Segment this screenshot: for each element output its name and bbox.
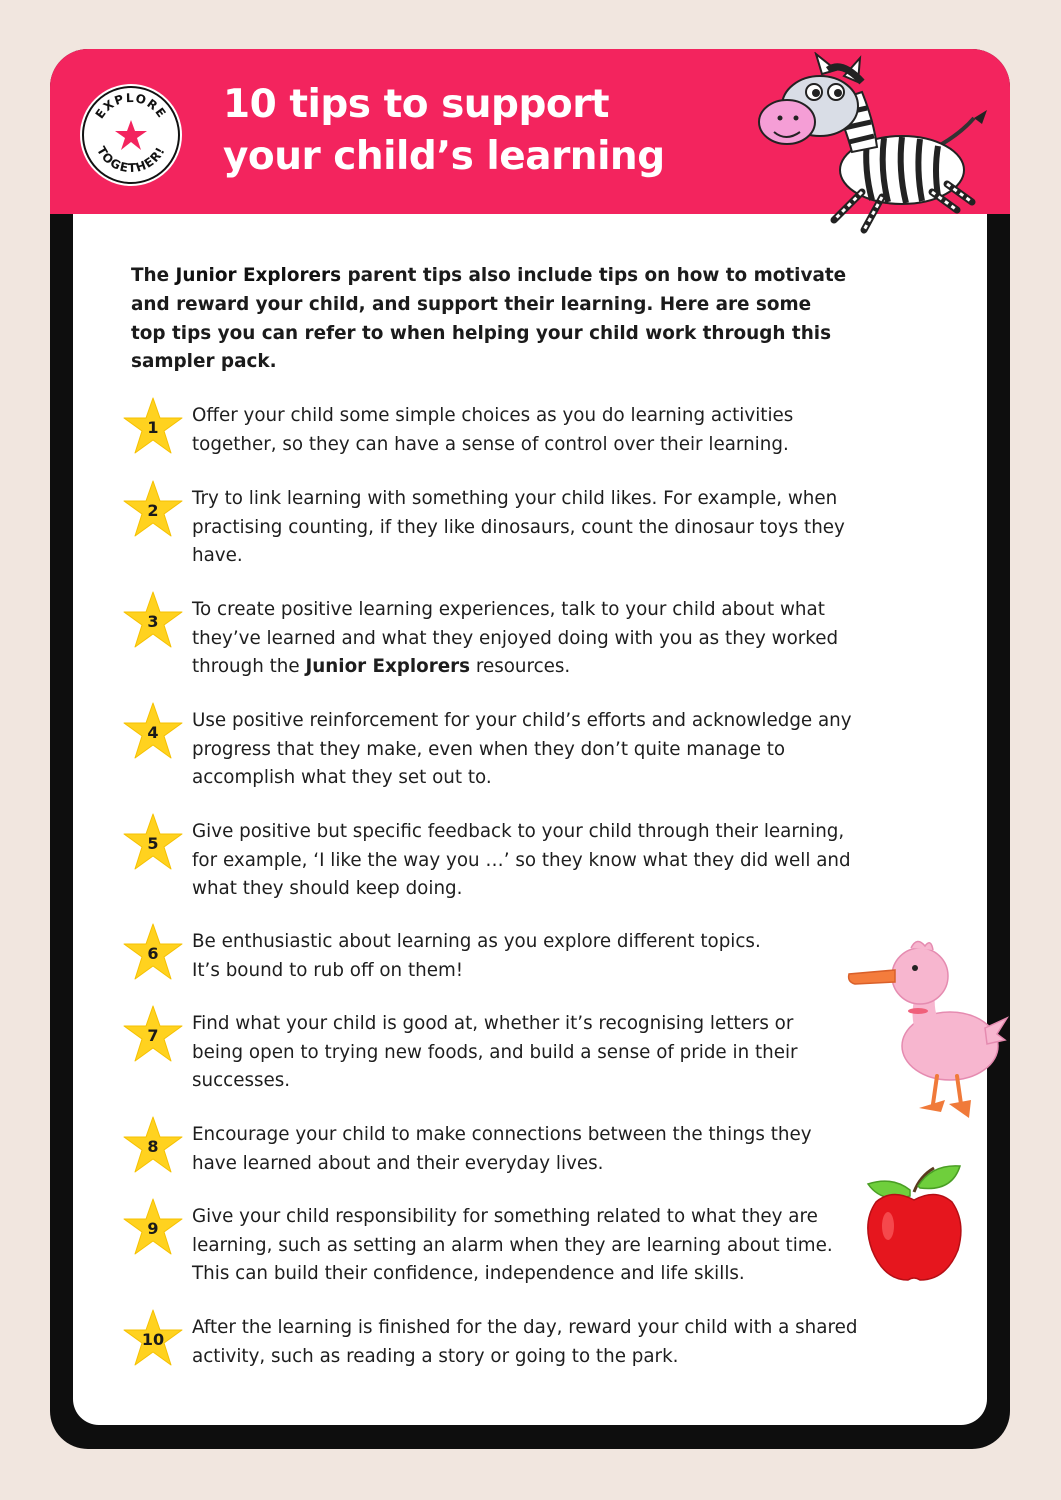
tip-number: 5 bbox=[147, 834, 159, 853]
intro-rest: parent tips also include tips on how to motivate and reward your child, and support their learning. Here are some top tips you can refer to when helping your child work through this sampler pack. bbox=[131, 265, 847, 373]
tip-brand: Junior Explorers bbox=[305, 656, 471, 678]
tip-number: 7 bbox=[147, 1026, 159, 1045]
tip-number: 8 bbox=[147, 1137, 159, 1156]
tip-text bbox=[192, 596, 860, 682]
tip-text: Give your child responsibility for something related to what they are learning, such as setting an alarm when they are learning about time. This can build their confidence, independence and life skills. bbox=[192, 1206, 833, 1285]
zebra-illustration bbox=[752, 52, 992, 242]
title-line-1: 10 tips to support bbox=[223, 82, 610, 127]
apple-illustration bbox=[862, 1162, 966, 1286]
star-icon bbox=[120, 590, 186, 652]
intro-brand: Junior Explorers bbox=[175, 265, 342, 286]
tip-number: 2 bbox=[147, 501, 159, 520]
tip-number: 6 bbox=[147, 944, 159, 963]
tip-text-before: To create positive learning experiences, talk to your child about what they’ve learned and what they enjoyed doing with you as they worked through the bbox=[192, 599, 839, 678]
badge-text-bottom: TOGETHER! bbox=[94, 143, 168, 176]
star-icon bbox=[120, 812, 186, 874]
tip-text: Encourage your child to make connections between the things they have learned about and their everyday lives. bbox=[192, 1124, 812, 1174]
title-line-2: your child’s learning bbox=[223, 134, 665, 179]
star-icon bbox=[120, 1308, 186, 1370]
star-icon bbox=[120, 1004, 186, 1066]
star-icon bbox=[120, 922, 186, 984]
star-icon bbox=[120, 701, 186, 763]
tip-number: 1 bbox=[147, 418, 159, 437]
tip-number: 3 bbox=[147, 612, 159, 631]
star-icon bbox=[120, 1197, 186, 1259]
duck-illustration bbox=[845, 936, 1010, 1126]
badge-text-top: EXPLORE bbox=[92, 90, 170, 122]
page-title bbox=[223, 79, 665, 183]
star-icon bbox=[120, 479, 186, 541]
tip-text: After the learning is finished for the day, reward your child with a shared activity, such as reading a story or going to the park. bbox=[192, 1317, 858, 1367]
tip-text: Give positive but specific feedback to your child through their learning, for example, ‘I like the way you …’ so they know what they did well and what they should keep doing. bbox=[192, 821, 851, 900]
intro-prefix: The bbox=[131, 265, 176, 286]
tip-text: Find what your child is good at, whether it’s recognising letters or being open to trying new foods, and build a sense of pride in their successes. bbox=[192, 1013, 798, 1092]
tip-text: Use positive reinforcement for your child’s efforts and acknowledge any progress that they make, even when they don’t quite manage to accomplish what they set out to. bbox=[192, 710, 852, 789]
tip-text: Try to link learning with something your child likes. For example, when practising counting, if they like dinosaurs, count the dinosaur toys they have. bbox=[192, 488, 845, 567]
tip-text: Offer your child some simple choices as you do learning activities together, so they can have a sense of control over their learning. bbox=[192, 405, 794, 455]
star-icon bbox=[120, 1115, 186, 1177]
intro-paragraph bbox=[131, 262, 851, 377]
tip-text-after: resources. bbox=[470, 656, 571, 678]
tip-number: 4 bbox=[147, 723, 159, 742]
tip-text: Be enthusiastic about learning as you explore different topics. It’s bound to rub off on them! bbox=[192, 931, 761, 981]
star-icon bbox=[120, 396, 186, 458]
tip-number: 10 bbox=[141, 1330, 165, 1349]
explore-together-badge bbox=[80, 84, 182, 186]
tip-number: 9 bbox=[147, 1219, 159, 1238]
